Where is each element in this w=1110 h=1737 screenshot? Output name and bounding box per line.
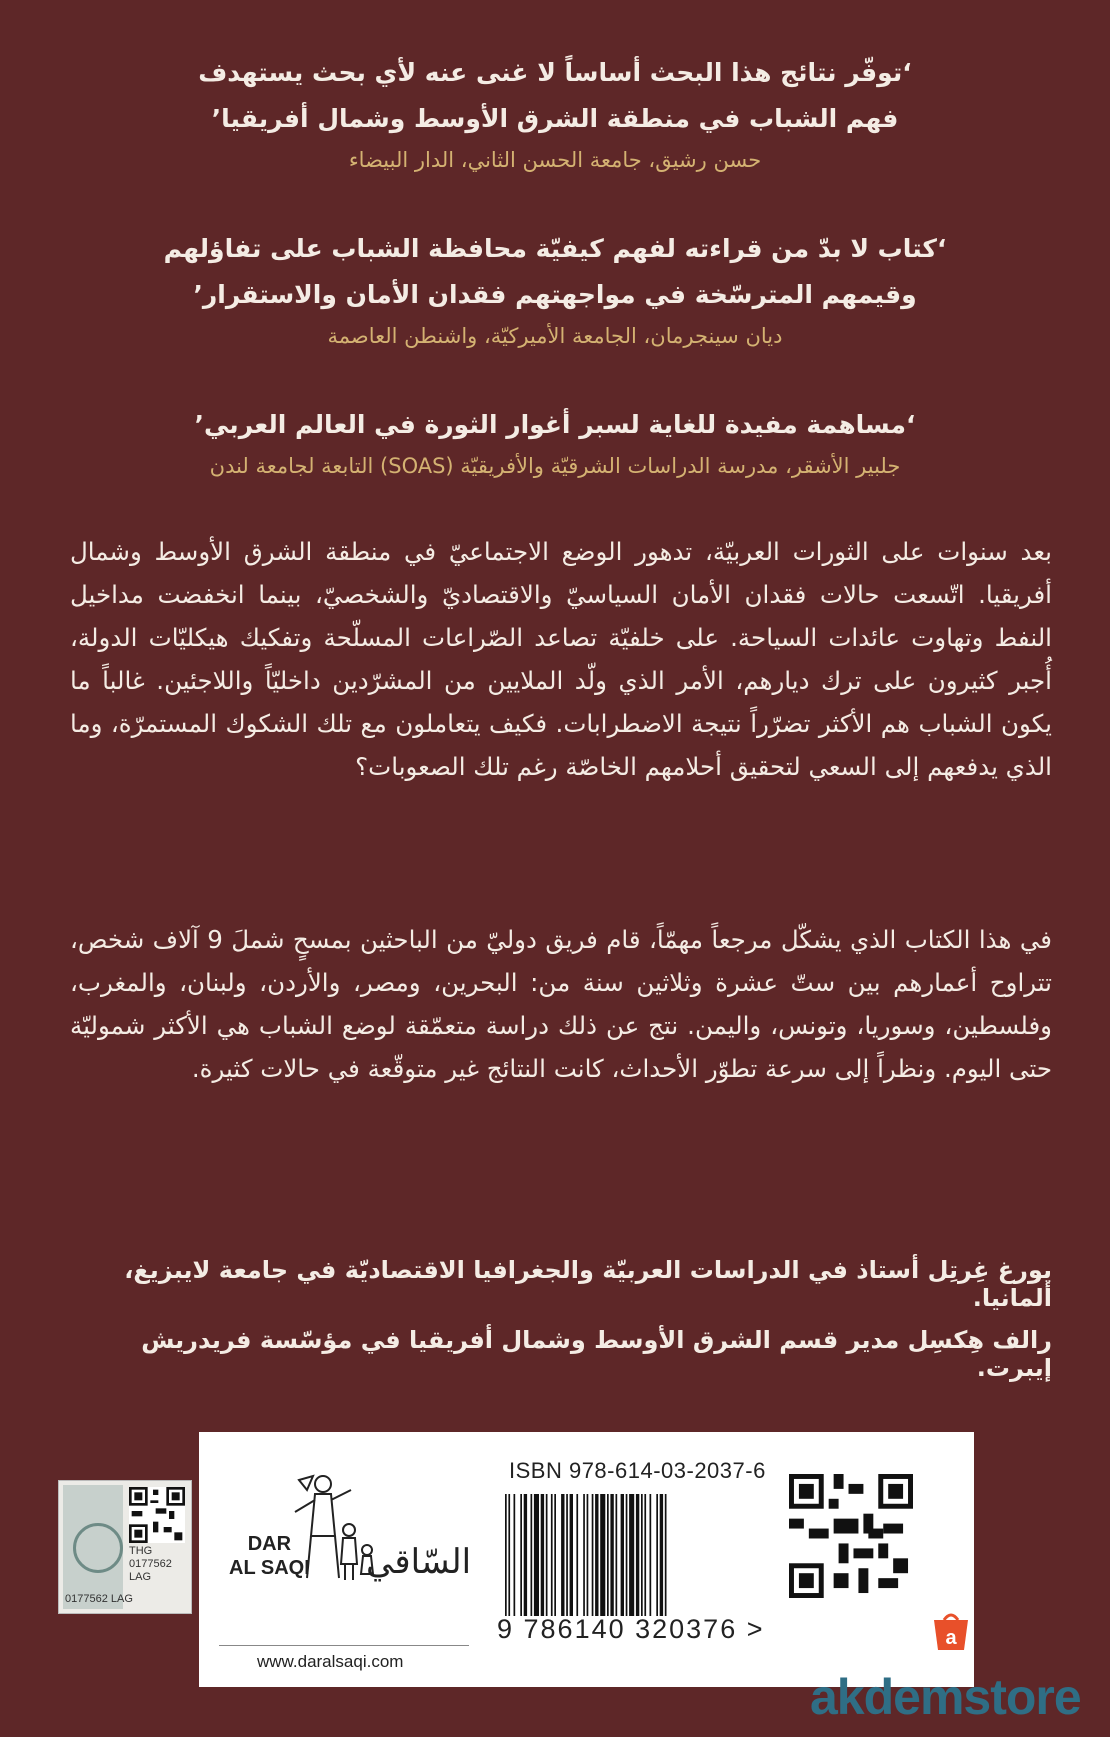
quote-2-line-2: وقيمهم المترسّخة في مواجهتهم فقدان الأمان والاستقرار’ — [193, 280, 917, 309]
divider — [219, 1645, 469, 1646]
quote-3 — [60, 402, 1050, 484]
publisher-name-ar: السّاقي — [366, 1542, 472, 1582]
barcode-digits: 9 786140 320376 > — [497, 1614, 765, 1644]
publisher-website: www.daralsaqi.com — [257, 1652, 404, 1671]
security-sticker — [58, 1480, 192, 1614]
sticker-code: THG 0177562 LAG — [129, 1545, 172, 1583]
quote-2 — [60, 226, 1050, 354]
sticker-code-bottom: 0177562 LAG — [65, 1593, 133, 1605]
isbn-label: ISBN 978-614-03-2037-6 — [509, 1458, 766, 1483]
author-bio-1: يورغ غِرتِل أستاذ في الدراسات العربيّة والجغرافيا الاقتصاديّة في جامعة لايبزيغ، ألمانيا. — [124, 1256, 1052, 1312]
author-bio-2: رالف هِكسِل مدير قسم الشرق الأوسط وشمال أفريقيا في مؤسّسة فريدريش إيبرت. — [141, 1326, 1052, 1382]
publisher-name-en: DAR AL SAQI — [229, 1533, 310, 1579]
quote-3-line-1: ‘مساهمة مفيدة للغاية لسبر أغوار الثورة في العالم العربي’ — [194, 410, 916, 439]
hologram — [63, 1485, 123, 1609]
isbn-barcode-icon — [501, 1494, 753, 1616]
store-logo-icon — [928, 1610, 974, 1654]
qr-code-icon — [789, 1474, 913, 1598]
quote-1-source: حسن رشيق، جامعة الحسن الثاني، الدار البيضاء — [348, 148, 762, 172]
quote-3-source: جلبير الأشقر، مدرسة الدراسات الشرقيّة والأفريقيّة (SOAS) التابعة لجامعة لندن — [209, 454, 901, 478]
quote-1 — [60, 50, 1050, 178]
barcode-panel — [199, 1432, 974, 1687]
hologram-emblem-icon — [73, 1523, 123, 1573]
quote-1-line-2: فهم الشباب في منطقة الشرق الأوسط وشمال أفريقيا’ — [211, 104, 899, 133]
quote-1-line-1: ‘توفّر نتائج هذا البحث أساساً لا غنى عنه لأي بحث يستهدف — [198, 58, 912, 87]
store-watermark: akdemstore — [810, 1669, 1081, 1725]
quote-2-source: ديان سينجرمان، الجامعة الأميركيّة، واشنطن العاصمة — [327, 324, 783, 348]
svg-text:a: a — [945, 1627, 957, 1649]
description-paragraph-1: بعد سنوات على الثورات العربيّة، تدهور الوضع الاجتماعيّ في منطقة الشرق الأوسط وشمال أفريقيا. اتّسعت حالات فقدان الأمان السياسيّ والاقتصاديّ والشخصيّ، بينما انخفضت مداخيل النفط وتهاوت عائدات السياحة. على خلفيّة تصاعد الصّراعات المسلّحة وتفكيك هيكليّات الدولة، أُجبر كثيرون على ترك ديارهم، الأمر الذي ولّد الملايين من المشرّدين داخليّاً واللاجئين. غالباً ما يكون الشباب هم الأكثر تضرّراً نتيجة الاضطرابات. فكيف يتعاملون مع تلك الشكوك المستمرّة، وما الذي يدفعهم إلى السعي لتحقيق أحلامهم الخاصّة رغم تلك الصعوبات؟ — [70, 537, 1052, 781]
sticker-qr-code-icon — [129, 1487, 185, 1543]
description-paragraph-2: في هذا الكتاب الذي يشكّل مرجعاً مهمّاً، قام فريق دوليّ من الباحثين بمسحٍ شملَ 9 آلاف شخص، تتراوح أعمارهم بين ستّ عشرة وثلاثين سنة من: البحرين، ومصر، والأردن، ولبنان، والمغرب، وفلسطين، وسوريا، وتونس، واليمن. نتج عن ذلك دراسة متعمّقة لوضع الشباب هي الأكثر شموليّة حتى اليوم. ونظراً إلى سرعة تطوّر الأحداث، كانت النتائج غير متوقّعة في حالات كثيرة. — [70, 925, 1052, 1083]
quote-2-line-1: ‘كتاب لا بدّ من قراءته لفهم كيفيّة محافظة الشباب على تفاؤلهم — [163, 234, 947, 263]
